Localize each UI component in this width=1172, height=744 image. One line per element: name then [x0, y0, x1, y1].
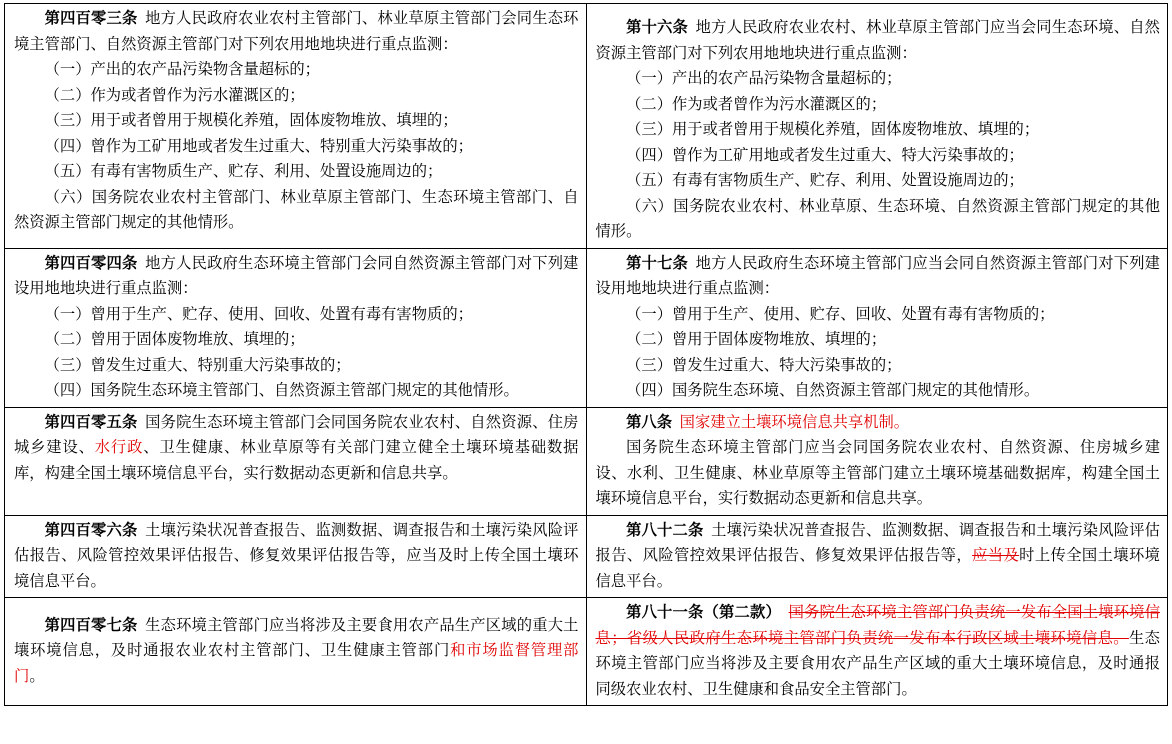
article-intro [596, 15, 1161, 66]
article-heading [596, 410, 1161, 436]
left-cell-article-406 [5, 515, 587, 598]
right-cell-article-8 [586, 407, 1168, 515]
article-text: 土壤污染状况普查报告、监测数据、调查报告和土壤污染风险评估报告、风险管控效果评估报告、修复效果评估报告等，应当及时上传全国土壤环境信息平台。 [14, 520, 579, 590]
right-cell-article-81 [586, 598, 1168, 706]
article-text: 生态环境主管部门应当将涉及主要食用农产品生产区域的重大土壤环境信息，及时通报农业农村主管部门、卫生健康主管部门 [14, 615, 579, 660]
list-item: （二）作为或者曾作为污水灌溉区的； [626, 94, 887, 113]
list-item: （四）曾作为工矿用地或者发生过重大、特别重大污染事故的； [44, 136, 473, 155]
article-intro [596, 251, 1161, 302]
article-text: 国务院生态环境主管部门会同国务院农业农村、自然资源、住房城乡建设、 [14, 412, 579, 456]
article-text: 生态环境主管部门应当将涉及主要食用农产品生产区域的重大土壤环境信息，及时通报同级农业农村、卫生健康和食品安全主管部门。 [595, 628, 1160, 698]
list-item: （四）曾作为工矿用地或者发生过重大、特大污染事故的； [626, 145, 1024, 164]
article-number: 第八十一条（第二款） [626, 603, 781, 621]
left-cell-article-405 [5, 407, 587, 515]
article-body [596, 518, 1161, 595]
table-row [5, 407, 1168, 515]
list-item: （五）有毒有害物质生产、贮存、利用、处置设施周边的； [44, 162, 443, 180]
table-row [5, 598, 1168, 706]
list-item: （一）曾用于生产、使用、贮存、回收、处置有毒有害物质的； [626, 304, 1055, 323]
list-item: （二）曾用于固体废物堆放、填埋的； [44, 330, 305, 348]
list-item: （三）用于或者曾用于规模化养殖，固体废物堆放、填埋的； [44, 111, 458, 129]
article-number: 第十六条 [626, 18, 689, 36]
left-cell-article-404 [5, 248, 587, 407]
added-text: 和市场监督管理部门 [14, 641, 579, 685]
added-text: 水行政 [94, 438, 144, 456]
article-body [14, 518, 579, 595]
article-text: 地方人民政府生态环境主管部门应当会同自然资源主管部门对下列建设用地地块进行重点监测： [595, 253, 1160, 297]
article-text: 土壤污染状况普查报告、监测数据、调查报告和土壤污染风险评估报告、风险管控效果评估报告、修复效果评估报告等， [595, 520, 1160, 564]
article-number: 第四百零三条 [44, 9, 138, 27]
list-item: （五）有毒有害物质生产、贮存、利用、处置设施周边的； [626, 171, 1024, 189]
right-cell-article-16 [586, 4, 1168, 249]
article-body: 国务院生态环境主管部门应当会同国务院农业农村、自然资源、住房城乡建设、水利、卫生健康、林业草原等主管部门建立土壤环境基础数据库，构建全国土壤环境信息平台，实行数据动态更新和信息共享。 [595, 438, 1160, 507]
article-number: 第八十二条 [626, 520, 704, 539]
article-body [14, 613, 579, 690]
deleted-text: 国务院生态环境主管部门负责统一发布全国土壤环境信息；省级人民政府生态环境主管部门负责统一发布本行政区域土壤环境信息。 [595, 603, 1160, 647]
right-cell-article-17 [586, 248, 1168, 407]
list-item: （四）国务院生态环境主管部门、自然资源主管部门规定的其他情形。 [44, 381, 519, 399]
list-item: （一）产出的农产品污染物含量超标的； [626, 69, 902, 87]
article-intro [14, 251, 579, 302]
article-number: 第四百零五条 [44, 412, 138, 431]
article-text: 地方人民政府生态环境主管部门会同自然资源主管部门对下列建设用地地块进行重点监测： [14, 253, 579, 297]
article-number: 第十七条 [626, 253, 689, 272]
list-item: （三）用于或者曾用于规模化养殖，固体废物堆放、填埋的； [626, 120, 1040, 138]
added-text: 国家建立土壤环境信息共享机制。 [679, 412, 910, 431]
article-text: 地方人民政府农业农村、林业草原主管部门应当会同生态环境、自然资源主管部门对下列农用地地块进行重点监测： [595, 18, 1160, 62]
list-item: （一）曾用于生产、贮存、使用、回收、处置有毒有害物质的； [44, 304, 473, 323]
article-text: 地方人民政府农业农村主管部门、林业草原主管部门会同生态环境主管部门、自然资源主管部门对下列农用地地块进行重点监测： [14, 9, 579, 53]
left-cell-article-407 [5, 598, 587, 706]
deleted-text: 应当及 [972, 546, 1020, 564]
list-item: （四）国务院生态环境、自然资源主管部门规定的其他情形。 [626, 381, 1040, 399]
list-item: （二）曾用于固体废物堆放、填埋的； [626, 330, 887, 348]
list-item: （二）作为或者曾作为污水灌溉区的； [44, 85, 305, 104]
left-cell-article-403 [5, 4, 587, 249]
table-row [5, 4, 1168, 249]
article-number: 第四百零七条 [44, 615, 138, 634]
comparison-table [4, 3, 1168, 706]
table-row [5, 515, 1168, 598]
article-text: 时上传全国土壤环境信息平台。 [595, 546, 1160, 590]
article-number: 第四百零四条 [44, 253, 138, 272]
article-body [596, 600, 1161, 702]
list-item: （六）国务院农业农村主管部门、林业草原主管部门、生态环境主管部门、自然资源主管部门规定的其他情形。 [14, 187, 579, 231]
article-number: 第四百零六条 [44, 520, 138, 539]
list-item: （三）曾发生过重大、特大污染事故的； [626, 355, 902, 374]
list-item: （一）产出的农产品污染物含量超标的； [44, 60, 320, 78]
right-cell-article-82 [586, 515, 1168, 598]
article-text: 、卫生健康、林业草原等有关部门建立健全土壤环境基础数据库，构建全国土壤环境信息平台，实行数据动态更新和信息共享。 [14, 438, 579, 482]
article-intro [14, 6, 579, 57]
list-item: （六）国务院农业农村、林业草原、生态环境、自然资源主管部门规定的其他情形。 [595, 196, 1160, 240]
list-item: （三）曾发生过重大、特别重大污染事故的； [44, 355, 351, 374]
article-number: 第八条 [626, 412, 672, 431]
article-body [14, 410, 579, 487]
article-text: 。 [29, 666, 45, 685]
table-row [5, 248, 1168, 407]
